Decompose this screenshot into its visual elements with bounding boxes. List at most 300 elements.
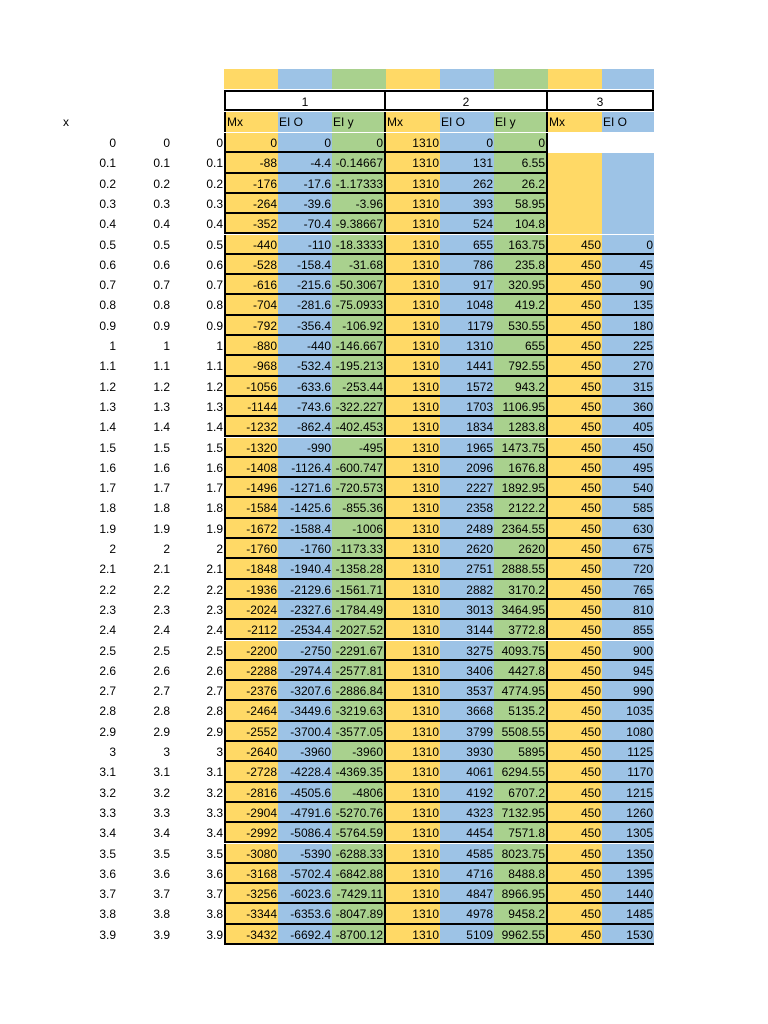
col-label-mx-2: Mx [386,112,440,132]
cell-ei-o-2: 4192 [440,783,494,803]
cell-x-value-a: 1 [109,339,116,353]
cell-x-value-c: 2.5 [206,643,223,658]
col-label-ei-y-2: EI y [494,112,548,132]
cell-mx-3 [548,153,602,173]
cell-mx-2: 1310 [386,438,440,458]
cell-mx-2: 1310 [386,255,440,275]
cell-ei-o-3: 225 [602,336,654,356]
cell-ei-y-2: 163.75 [494,235,548,255]
cell-x-value-a: 0.4 [99,217,116,232]
cell-x-value-a: 0.9 [99,318,116,333]
cell-x-value-a: 1.8 [99,501,116,516]
cell-mx-1: -1144 [224,397,278,417]
cell-ei-o-1: -2129.6 [278,580,332,600]
cell-ei-o-3: 945 [602,661,654,681]
cell-ei-o-1: -356.4 [278,316,332,336]
cell-ei-o-2: 4061 [440,762,494,782]
cell-ei-o-3: 270 [602,356,654,376]
cell-ei-o-1: -1760 [278,539,332,559]
cell-ei-o-2: 2227 [440,478,494,498]
cell-x-value-a: 2.7 [99,684,116,699]
cell-ei-o-1: -862.4 [278,417,332,437]
cell-mx-2: 1310 [386,519,440,539]
cell-ei-o-2: 4847 [440,884,494,904]
cell-ei-o-3: 1170 [602,762,654,782]
cell-x-value-a: 1.4 [99,420,116,435]
cell-x-value-b: 0 [163,136,170,150]
cell-ei-o-2: 2882 [440,580,494,600]
cell-x-value-c: 1.5 [206,440,223,455]
cell-x-value-c: 1.7 [206,481,223,496]
cell-x-value-a: 3.3 [99,805,116,820]
cell-mx-1: -2112 [224,620,278,640]
cell-ei-o-3: 405 [602,417,654,437]
cell-mx-2: 1310 [386,762,440,782]
cell-ei-o-3: 45 [602,255,654,275]
cell-x-value-c: 0.4 [206,217,223,232]
cell-ei-y-1: 0 [332,133,386,153]
cell-mx-1: -2728 [224,762,278,782]
cell-ei-o-3: 855 [602,620,654,640]
cell-mx-1: -1760 [224,539,278,559]
cell-ei-o-2: 4585 [440,844,494,864]
cell-x-value-a: 1.2 [99,379,116,394]
cell-ei-y-2: 235.8 [494,255,548,275]
cell-ei-y-1: -2291.67 [332,641,386,661]
cell-x-value-c: 0.9 [206,318,223,333]
cell-x-value-c: 3.9 [206,927,223,942]
col-label-ei-o-2: EI O [440,112,494,132]
cell-ei-y-1: -720.573 [332,478,386,498]
cell-ei-y-1: -195.213 [332,356,386,376]
cell-ei-y-2: 530.55 [494,316,548,336]
cell-mx-1: -792 [224,316,278,336]
cell-x-value-c: 1 [216,339,223,353]
cell-mx-2: 1310 [386,417,440,437]
cell-mx-1: -440 [224,235,278,255]
cell-ei-o-1: -70.4 [278,214,332,234]
cell-x-value-b: 0.1 [153,156,170,171]
cell-x-value-c: 0.5 [206,237,223,252]
cell-x-value-b: 0.7 [153,278,170,293]
cell-ei-y-1: -9.38667 [332,214,386,234]
cell-mx-3: 450 [548,235,602,255]
cell-x-value-b: 2.8 [153,704,170,719]
cell-x-value-a: 0.3 [99,196,116,211]
cell-ei-y-2: 1106.95 [494,397,548,417]
cell-mx-2: 1310 [386,904,440,924]
cell-mx-1: -2640 [224,742,278,762]
cell-x-value-c: 3.1 [206,765,223,780]
cell-mx-2: 1310 [386,742,440,762]
cell-x-value-b: 1 [163,339,170,353]
cell-mx-3: 450 [548,519,602,539]
cell-ei-y-2: 1676.8 [494,458,548,478]
cell-mx-2: 1310 [386,641,440,661]
cell-x-value-b: 2.7 [153,684,170,699]
cell-mx-2: 1310 [386,235,440,255]
cell-ei-y-1: -31.68 [332,255,386,275]
cell-ei-o-1: -5086.4 [278,823,332,843]
cell-ei-y-2: 104.8 [494,214,548,234]
cell-mx-3: 450 [548,539,602,559]
cell-x-value-c: 2.4 [206,623,223,638]
cell-mx-1: -1672 [224,519,278,539]
cell-ei-y-2: 7571.8 [494,823,548,843]
cell-x-value-c: 3 [216,745,223,759]
cell-mx-1: -2992 [224,823,278,843]
cell-mx-1: -2464 [224,701,278,721]
cell-x-value-b: 2 [163,542,170,556]
cell-ei-o-3: 135 [602,295,654,315]
cell-mx-1: -264 [224,194,278,214]
cell-ei-o-3: 90 [602,275,654,295]
cell-ei-o-2: 4716 [440,864,494,884]
cell-x-value-c: 0.2 [206,176,223,191]
cell-mx-2: 1310 [386,397,440,417]
cell-ei-y-1: -855.36 [332,498,386,518]
cell-ei-o-2: 3144 [440,620,494,640]
cell-mx-2: 1310 [386,498,440,518]
cell-x-value-b: 2.1 [153,562,170,577]
band-ei-o-1 [278,69,332,89]
col-label-mx-3: Mx [548,112,602,132]
cell-mx-3: 450 [548,438,602,458]
cell-x-value-a: 3.9 [99,927,116,942]
cell-ei-y-1: -3960 [332,742,386,762]
cell-x-value-a: 0.2 [99,176,116,191]
cell-mx-2: 1310 [386,600,440,620]
cell-ei-o-3: 1440 [602,884,654,904]
cell-x-value-b: 3 [163,745,170,759]
cell-ei-o-2: 3013 [440,600,494,620]
cell-mx-3: 450 [548,844,602,864]
cell-ei-o-2: 1572 [440,377,494,397]
cell-mx-1: -3080 [224,844,278,864]
cell-mx-3: 450 [548,316,602,336]
cell-x-value-b: 3.9 [153,927,170,942]
cell-ei-o-1: -4.4 [278,153,332,173]
cell-mx-3: 450 [548,681,602,701]
cell-x-value-b: 3.5 [153,846,170,861]
cell-ei-y-2: 9458.2 [494,904,548,924]
cell-mx-2: 1310 [386,823,440,843]
group-header-1: 1 [224,90,386,111]
cell-ei-o-2: 3406 [440,661,494,681]
cell-mx-1: -3256 [224,884,278,904]
cell-ei-y-1: -1784.49 [332,600,386,620]
cell-mx-2: 1310 [386,701,440,721]
cell-x-value-b: 3.4 [153,826,170,841]
cell-mx-1: -880 [224,336,278,356]
cell-mx-2: 1310 [386,336,440,356]
cell-ei-y-2: 1283.8 [494,417,548,437]
cell-mx-3: 450 [548,701,602,721]
cell-mx-1: -2288 [224,661,278,681]
cell-ei-o-3: 450 [602,438,654,458]
cell-ei-o-1: -4791.6 [278,803,332,823]
cell-mx-3: 450 [548,641,602,661]
cell-ei-o-1: -110 [278,235,332,255]
cell-ei-o-2: 4454 [440,823,494,843]
cell-x-value-c: 3.8 [206,907,223,922]
cell-x-value-c: 0.1 [206,156,223,171]
cell-x-value-a: 3.1 [99,765,116,780]
cell-x-value-a: 3.8 [99,907,116,922]
cell-ei-o-3 [602,194,654,214]
cell-mx-3: 450 [548,498,602,518]
cell-mx-1: -616 [224,275,278,295]
cell-ei-o-3: 1530 [602,925,654,945]
cell-mx-1: -1232 [224,417,278,437]
cell-x-value-a: 2.1 [99,562,116,577]
cell-ei-o-3: 1035 [602,701,654,721]
cell-x-value-a: 0 [109,136,116,150]
cell-mx-2: 1310 [386,478,440,498]
cell-ei-o-3: 180 [602,316,654,336]
cell-x-value-c: 2.6 [206,663,223,678]
cell-ei-o-1: 0 [278,133,332,153]
cell-x-value-c: 1.2 [206,379,223,394]
cell-mx-2: 1310 [386,844,440,864]
cell-x-value-c: 3.2 [206,785,223,800]
cell-mx-3: 450 [548,884,602,904]
cell-x-value-b: 1.8 [153,501,170,516]
cell-ei-o-2: 1834 [440,417,494,437]
cell-ei-o-3: 1395 [602,864,654,884]
cell-x-value-b: 0.5 [153,237,170,252]
cell-ei-o-1: -5390 [278,844,332,864]
cell-ei-y-1: -322.227 [332,397,386,417]
cell-ei-o-3: 1125 [602,742,654,762]
band-ei-o-3 [602,69,654,89]
cell-mx-1: -2904 [224,803,278,823]
cell-ei-y-1: -1561.71 [332,580,386,600]
cell-mx-3: 450 [548,661,602,681]
cell-mx-3: 450 [548,478,602,498]
cell-ei-o-1: -633.6 [278,377,332,397]
cell-ei-o-3: 315 [602,377,654,397]
cell-x-value-b: 2.5 [153,643,170,658]
cell-x-value-c: 1.3 [206,399,223,414]
cell-ei-o-1: -5702.4 [278,864,332,884]
cell-x-value-c: 1.1 [206,359,223,374]
cell-ei-o-3: 1350 [602,844,654,864]
cell-ei-o-2: 2489 [440,519,494,539]
cell-x-value-a: 1.9 [99,521,116,536]
cell-x-value-a: 1.5 [99,440,116,455]
cell-ei-o-3: 630 [602,519,654,539]
cell-mx-1: -1936 [224,580,278,600]
cell-ei-o-3: 360 [602,397,654,417]
cell-x-value-a: 2.5 [99,643,116,658]
cell-ei-y-2: 6707.2 [494,783,548,803]
cell-x-value-c: 2.3 [206,602,223,617]
cell-x-value-a: 2.2 [99,582,116,597]
cell-ei-o-2: 3799 [440,722,494,742]
cell-ei-y-1: -6842.88 [332,864,386,884]
cell-ei-y-2: 5135.2 [494,701,548,721]
cell-mx-1: -528 [224,255,278,275]
cell-x-value-a: 2.3 [99,602,116,617]
cell-ei-y-1: -4369.35 [332,762,386,782]
cell-x-value-a: 3.6 [99,866,116,881]
cell-mx-3: 450 [548,356,602,376]
cell-ei-o-2: 1048 [440,295,494,315]
cell-x-value-b: 1.6 [153,460,170,475]
cell-ei-o-2: 2620 [440,539,494,559]
cell-ei-y-2: 5508.55 [494,722,548,742]
cell-ei-o-3: 1305 [602,823,654,843]
cell-ei-o-3: 900 [602,641,654,661]
cell-ei-y-2: 320.95 [494,275,548,295]
cell-x-value-c: 3.4 [206,826,223,841]
cell-ei-o-3: 1080 [602,722,654,742]
cell-mx-1: -2552 [224,722,278,742]
cell-ei-y-2: 943.2 [494,377,548,397]
cell-mx-2: 1310 [386,620,440,640]
cell-ei-o-1: -2534.4 [278,620,332,640]
cell-mx-3: 450 [548,559,602,579]
cell-ei-o-1: -1271.6 [278,478,332,498]
x-label: x [63,115,69,129]
cell-ei-o-1: -6023.6 [278,884,332,904]
cell-ei-o-2: 3275 [440,641,494,661]
cell-mx-3: 450 [548,336,602,356]
cell-mx-2: 1310 [386,214,440,234]
cell-x-value-b: 0.3 [153,196,170,211]
cell-mx-3: 450 [548,397,602,417]
cell-ei-y-2: 4774.95 [494,681,548,701]
cell-x-value-a: 3.2 [99,785,116,800]
cell-ei-o-1: -4505.6 [278,783,332,803]
cell-x-value-c: 1.8 [206,501,223,516]
cell-ei-o-2: 786 [440,255,494,275]
cell-ei-y-2: 8488.8 [494,864,548,884]
cell-ei-y-2: 2888.55 [494,559,548,579]
cell-ei-y-2: 7132.95 [494,803,548,823]
band-ei-o-2 [440,69,494,89]
cell-ei-o-3: 1485 [602,904,654,924]
cell-x-value-b: 0.8 [153,298,170,313]
cell-ei-y-1: -50.3067 [332,275,386,295]
cell-ei-o-1: -2974.4 [278,661,332,681]
cell-ei-o-3: 765 [602,580,654,600]
cell-x-value-a: 0.6 [99,257,116,272]
cell-mx-3: 450 [548,904,602,924]
cell-mx-3 [548,194,602,214]
cell-ei-o-2: 3930 [440,742,494,762]
cell-mx-2: 1310 [386,316,440,336]
cell-ei-o-1: -39.6 [278,194,332,214]
cell-ei-y-1: -402.453 [332,417,386,437]
cell-mx-3: 450 [548,762,602,782]
cell-mx-3: 450 [548,600,602,620]
cell-ei-o-1: -3207.6 [278,681,332,701]
cell-x-value-a: 2.4 [99,623,116,638]
cell-x-value-c: 3.5 [206,846,223,861]
cell-x-value-b: 1.9 [153,521,170,536]
cell-mx-3: 450 [548,620,602,640]
cell-ei-y-1: -253.44 [332,377,386,397]
cell-x-value-c: 0 [216,136,223,150]
cell-ei-o-1: -1588.4 [278,519,332,539]
cell-mx-2: 1310 [386,580,440,600]
cell-x-value-b: 2.9 [153,724,170,739]
cell-ei-o-1: -158.4 [278,255,332,275]
cell-ei-y-1: -5764.59 [332,823,386,843]
cell-ei-o-1: -532.4 [278,356,332,376]
cell-mx-3 [548,133,602,153]
cell-ei-y-1: -0.14667 [332,153,386,173]
band-mx-1 [224,69,278,89]
cell-ei-y-2: 792.55 [494,356,548,376]
cell-mx-3: 450 [548,377,602,397]
cell-x-value-a: 3.5 [99,846,116,861]
cell-ei-y-2: 655 [494,336,548,356]
cell-x-value-a: 1.3 [99,399,116,414]
band-ei-y-1 [332,69,386,89]
cell-x-value-a: 3 [109,745,116,759]
cell-ei-o-2: 2096 [440,458,494,478]
cell-mx-2: 1310 [386,275,440,295]
cell-x-value-b: 3.2 [153,785,170,800]
cell-ei-o-2: 524 [440,214,494,234]
cell-ei-o-1: -6692.4 [278,925,332,945]
cell-ei-o-3: 990 [602,681,654,701]
cell-mx-2: 1310 [386,681,440,701]
cell-ei-y-1: -75.0933 [332,295,386,315]
cell-x-value-b: 3.8 [153,907,170,922]
cell-x-value-a: 2.8 [99,704,116,719]
cell-ei-o-1: -1940.4 [278,559,332,579]
cell-x-value-b: 1.5 [153,440,170,455]
cell-mx-3: 450 [548,417,602,437]
cell-ei-y-1: -2577.81 [332,661,386,681]
cell-mx-1: -2200 [224,641,278,661]
cell-mx-1: -3432 [224,925,278,945]
cell-x-value-b: 0.4 [153,217,170,232]
cell-x-value-b: 3.6 [153,866,170,881]
cell-ei-y-1: -8700.12 [332,925,386,945]
cell-ei-o-1: -281.6 [278,295,332,315]
cell-mx-3: 450 [548,925,602,945]
cell-mx-1: -1584 [224,498,278,518]
cell-ei-o-2: 2358 [440,498,494,518]
cell-ei-o-2: 1310 [440,336,494,356]
cell-ei-o-3: 810 [602,600,654,620]
cell-x-value-a: 0.7 [99,278,116,293]
cell-ei-o-2: 0 [440,133,494,153]
cell-ei-y-1: -106.92 [332,316,386,336]
cell-x-value-c: 1.9 [206,521,223,536]
cell-ei-y-1: -2886.84 [332,681,386,701]
cell-mx-1: -176 [224,174,278,194]
cell-ei-y-2: 2122.2 [494,498,548,518]
cell-x-value-c: 1.4 [206,420,223,435]
cell-mx-2: 1310 [386,295,440,315]
cell-ei-o-1: -6353.6 [278,904,332,924]
cell-mx-1: -352 [224,214,278,234]
cell-mx-3: 450 [548,580,602,600]
cell-mx-2: 1310 [386,925,440,945]
cell-x-value-c: 0.6 [206,257,223,272]
band-mx-2 [386,69,440,89]
cell-mx-3: 450 [548,722,602,742]
cell-ei-y-2: 6294.55 [494,762,548,782]
cell-ei-o-1: -3449.6 [278,701,332,721]
cell-ei-o-2: 3668 [440,701,494,721]
